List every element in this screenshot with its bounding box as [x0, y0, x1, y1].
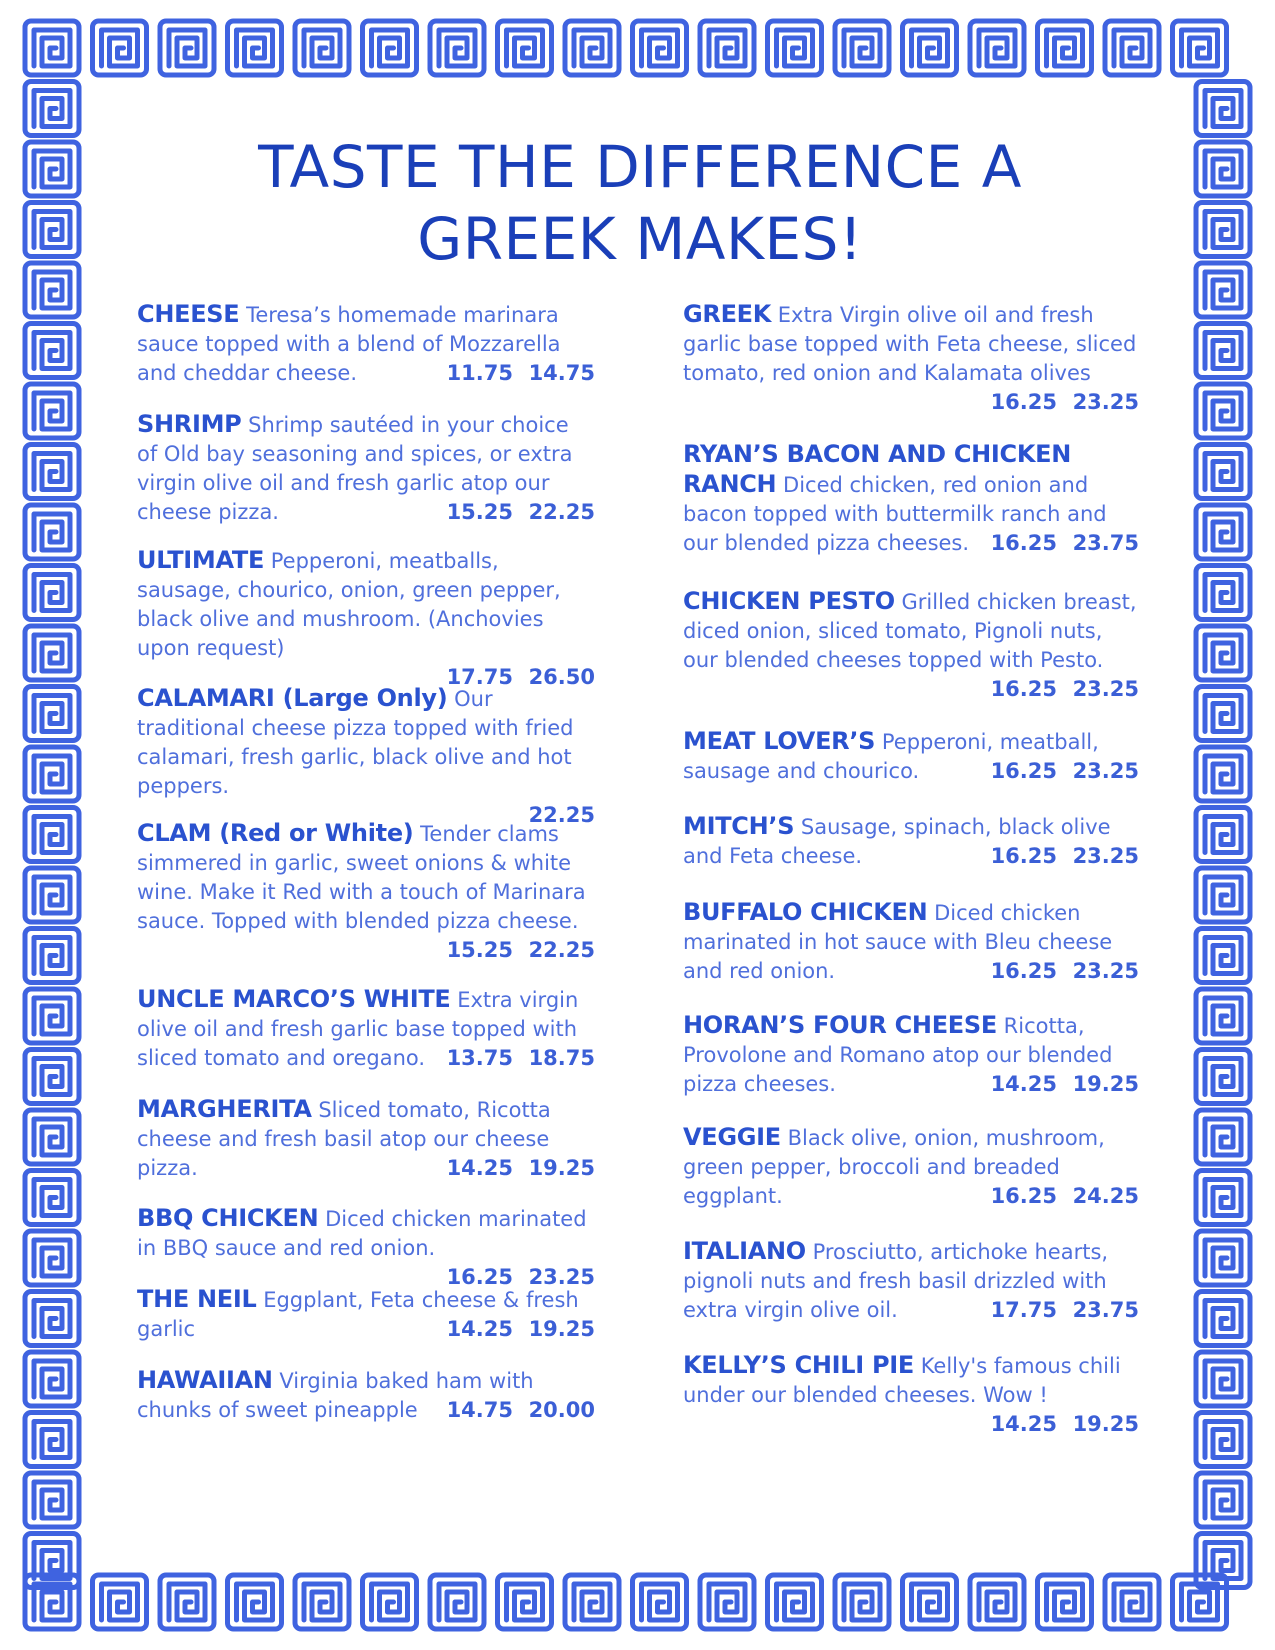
- greek-key-tile: [25, 687, 79, 741]
- menu-item-name: CALAMARI (Large Only): [137, 684, 448, 712]
- greek-key-tile: [25, 868, 79, 922]
- menu-item-description: Prosciutto, artichoke hearts, pignoli nuts and fresh basil drizzled with extra virgin olive oil.: [683, 1240, 1109, 1322]
- menu-item: [137, 985, 595, 1073]
- menu-item: [683, 1351, 1139, 1439]
- menu-item-prices: [443, 1315, 595, 1344]
- menu-item-description: Extra virgin olive oil and fresh garlic base topped with sliced tomato and oregano.: [137, 988, 579, 1070]
- price-small: 17.75: [990, 1298, 1057, 1322]
- price-small: 14.25: [446, 1317, 513, 1341]
- greek-key-tile: [25, 1292, 79, 1346]
- greek-key-tile: [430, 1575, 484, 1629]
- greek-key-tile: [25, 929, 79, 983]
- greek-key-tile: [1196, 142, 1250, 196]
- greek-key-tile: [1196, 687, 1250, 741]
- greek-key-tile: [25, 989, 79, 1043]
- menu-item-description: Sausage, spinach, black olive and Feta cheese.: [683, 815, 1111, 868]
- greek-key-tile: [25, 142, 79, 196]
- menu-item-prices: [987, 1296, 1139, 1325]
- menu-item-description: Pepperoni, meatballs, sausage, chourico, onion, green pepper, black olive and mushroom. (Anchovies upon request): [137, 549, 561, 660]
- greek-key-tile: [1038, 21, 1092, 75]
- price-large: 14.75: [528, 361, 595, 385]
- price-small: 16.25: [990, 959, 1057, 983]
- greek-key-tile: [498, 21, 552, 75]
- menu-item: [137, 684, 595, 830]
- menu-item: [683, 1237, 1139, 1325]
- greek-key-tile: [25, 1171, 79, 1225]
- menu-item-name: ULTIMATE: [137, 546, 265, 574]
- greek-key-tile: [1196, 324, 1250, 378]
- menu-item: [137, 546, 595, 692]
- greek-key-tile: [363, 1575, 417, 1629]
- menu-item-name: CLAM (Red or White): [137, 819, 414, 847]
- price-large: 18.75: [528, 1046, 595, 1070]
- price-large: 24.25: [1072, 1184, 1139, 1208]
- greek-key-tile: [1038, 1575, 1092, 1629]
- price-small: 13.75: [446, 1046, 513, 1070]
- menu-item-name: SHRIMP: [137, 410, 242, 438]
- greek-key-tile: [25, 747, 79, 801]
- greek-key-tile: [1196, 384, 1250, 438]
- menu-item-description: Pepperoni, meatball, sausage and chourico.: [683, 730, 1099, 783]
- greek-key-tile: [25, 1473, 79, 1527]
- menu-item-prices: [683, 388, 1139, 417]
- menu-item: [683, 898, 1139, 986]
- menu-item-description: Diced chicken marinated in BBQ sauce and red onion.: [137, 1207, 587, 1260]
- greek-key-tile: [1196, 1534, 1250, 1588]
- greek-key-tile: [1196, 1473, 1250, 1527]
- greek-key-tile: [25, 263, 79, 317]
- price-large: 19.25: [1072, 1072, 1139, 1096]
- menu-item-name: HORAN’S FOUR CHEESE: [683, 1011, 997, 1039]
- menu-item-prices: [683, 675, 1139, 704]
- menu-item-name: MEAT LOVER’S: [683, 727, 876, 755]
- menu-item: [683, 440, 1139, 558]
- greek-key-tile: [25, 324, 79, 378]
- greek-key-tile: [25, 384, 79, 438]
- price-small: 14.75: [446, 1398, 513, 1422]
- greek-key-tile: [1196, 1050, 1250, 1104]
- greek-key-tile: [25, 1534, 79, 1588]
- greek-key-tile: [1196, 747, 1250, 801]
- menu-item-prices: [987, 842, 1139, 871]
- price-large: 23.25: [1072, 844, 1139, 868]
- menu-item-description: Diced chicken marinated in hot sauce with Bleu cheese and red onion.: [683, 901, 1113, 983]
- greek-key-tile: [1196, 929, 1250, 983]
- menu-item-prices: [443, 359, 595, 388]
- greek-key-tile: [700, 1575, 754, 1629]
- menu-item-prices: [987, 1410, 1139, 1439]
- greek-key-tile: [430, 21, 484, 75]
- price-small: 11.75: [446, 361, 513, 385]
- greek-key-tile: [1196, 1110, 1250, 1164]
- price-small: 14.25: [990, 1072, 1057, 1096]
- menu-item-prices: [443, 1044, 595, 1073]
- menu-item-description: Black olive, onion, mushroom, green pepper, broccoli and breaded eggplant.: [683, 1126, 1105, 1208]
- greek-key-tile: [970, 21, 1024, 75]
- greek-key-tile: [700, 21, 754, 75]
- greek-key-tile: [768, 21, 822, 75]
- greek-key-tile: [25, 445, 79, 499]
- price-large: 23.75: [1072, 1298, 1139, 1322]
- greek-key-tile: [25, 21, 79, 75]
- menu-item-name: UNCLE MARCO’S WHITE: [137, 985, 451, 1013]
- menu-item-name: THE NEIL: [137, 1285, 257, 1313]
- menu-item-description: Ricotta, Provolone and Romano atop our blended pizza cheeses.: [683, 1014, 1113, 1096]
- price-small: 16.25: [990, 677, 1057, 701]
- menu-item: [683, 812, 1139, 871]
- greek-key-tile: [1196, 445, 1250, 499]
- greek-key-tile: [1196, 203, 1250, 257]
- menu-item-name: KELLY’S CHILI PIE: [683, 1351, 914, 1379]
- price-large: 20.00: [528, 1398, 595, 1422]
- menu-item-name: RYAN’S BACON AND CHICKEN RANCH: [683, 440, 1072, 498]
- menu-item: [137, 819, 595, 965]
- menu-item-description: Sliced tomato, Ricotta cheese and fresh basil atop our cheese pizza.: [137, 1098, 551, 1180]
- menu-item: [683, 587, 1139, 704]
- menu-item-prices: [987, 957, 1139, 986]
- menu-item: [137, 1204, 595, 1292]
- menu-item: [137, 410, 595, 527]
- greek-key-tile: [25, 808, 79, 862]
- menu-item-description: Eggplant, Feta cheese & fresh garlic: [137, 1288, 579, 1341]
- price-small: 16.25: [990, 531, 1057, 555]
- menu-item-prices: [443, 498, 595, 527]
- greek-key-tile: [25, 1050, 79, 1104]
- greek-key-tile: [1196, 1171, 1250, 1225]
- greek-key-tile: [25, 626, 79, 680]
- menu-item-name: VEGGIE: [683, 1123, 781, 1151]
- menu-item-description: Extra Virgin olive oil and fresh garlic base topped with Feta cheese, sliced tomato, red onion and Kalamata olives: [683, 303, 1137, 385]
- menu-item-name: MITCH’S: [683, 812, 795, 840]
- price-large: 22.25: [528, 938, 595, 962]
- price-large: 22.25: [528, 803, 595, 827]
- greek-key-tile: [633, 1575, 687, 1629]
- greek-key-tile: [1196, 989, 1250, 1043]
- greek-key-tile: [1196, 1231, 1250, 1285]
- menu-item-name: ITALIANO: [683, 1237, 806, 1265]
- greek-key-tile: [1196, 505, 1250, 559]
- price-small: 16.25: [446, 1265, 513, 1289]
- price-large: 19.25: [528, 1317, 595, 1341]
- greek-key-tile: [93, 21, 147, 75]
- price-small: 16.25: [990, 759, 1057, 783]
- menu-item: [137, 1095, 595, 1183]
- greek-key-tile: [1196, 263, 1250, 317]
- greek-key-tile: [228, 21, 282, 75]
- greek-key-tile: [25, 1110, 79, 1164]
- greek-key-tile: [1105, 21, 1159, 75]
- greek-key-tile: [25, 82, 79, 136]
- price-large: 19.25: [528, 1156, 595, 1180]
- greek-key-tile: [25, 1352, 79, 1406]
- greek-key-tile: [1196, 1413, 1250, 1467]
- menu-item-description: Our traditional cheese pizza topped with fried calamari, fresh garlic, black olive and hot peppers.: [137, 687, 574, 798]
- greek-key-tile: [25, 1575, 79, 1629]
- greek-key-tile: [25, 1231, 79, 1285]
- price-large: 23.25: [1072, 677, 1139, 701]
- menu-item-name: CHICKEN PESTO: [683, 587, 895, 615]
- price-large: 26.50: [528, 665, 595, 689]
- menu-item-name: CHEESE: [137, 300, 240, 328]
- price-large: 23.25: [528, 1265, 595, 1289]
- greek-key-tile: [633, 21, 687, 75]
- greek-key-tile: [768, 1575, 822, 1629]
- greek-key-tile: [25, 566, 79, 620]
- menu-item: [137, 1366, 595, 1425]
- menu-item: [683, 1011, 1139, 1099]
- greek-key-tile: [903, 21, 957, 75]
- menu-item-prices: [987, 1070, 1139, 1099]
- greek-key-tile: [970, 1575, 1024, 1629]
- menu-item-prices: [443, 1396, 595, 1425]
- price-large: 23.25: [1072, 390, 1139, 414]
- greek-key-tile: [25, 505, 79, 559]
- menu-item-description: Shrimp sautéed in your choice of Old bay seasoning and spices, or extra virgin olive oil and fresh garlic atop our cheese pizza.: [137, 413, 573, 524]
- menu-item-description: Grilled chicken breast, diced onion, sliced tomato, Pignoli nuts, our blended cheeses topped with Pesto.: [683, 590, 1137, 672]
- menu-item-name: GREEK: [683, 300, 772, 328]
- menu-item: [683, 300, 1139, 417]
- price-small: 14.25: [446, 1156, 513, 1180]
- greek-key-tile: [160, 21, 214, 75]
- greek-key-tile: [295, 1575, 349, 1629]
- menu-item-description: Diced chicken, red onion and bacon topped with buttermilk ranch and our blended pizza cheeses.: [683, 473, 1107, 555]
- page-title: TASTE THE DIFFERENCE A GREEK MAKES!: [258, 132, 1022, 273]
- price-large: 23.25: [1072, 959, 1139, 983]
- menu-item: [683, 727, 1139, 786]
- menu-item-prices: [987, 757, 1139, 786]
- menu-item-name: BUFFALO CHICKEN: [683, 898, 928, 926]
- price-small: 16.25: [990, 1184, 1057, 1208]
- greek-key-tile: [565, 21, 619, 75]
- price-large: 23.25: [1072, 759, 1139, 783]
- greek-key-tile: [835, 1575, 889, 1629]
- greek-key-tile: [363, 21, 417, 75]
- menu-item: [137, 1285, 595, 1344]
- price-large: 22.25: [528, 500, 595, 524]
- menu-item-prices: [987, 1182, 1139, 1211]
- greek-key-tile: [228, 1575, 282, 1629]
- menu-item-description: Kelly's famous chili under our blended cheeses. Wow !: [683, 1354, 1121, 1407]
- menu-item-prices: [987, 529, 1139, 558]
- greek-key-tile: [1105, 1575, 1159, 1629]
- greek-key-tile: [565, 1575, 619, 1629]
- greek-key-tile: [93, 1575, 147, 1629]
- menu-item-prices: [137, 936, 595, 965]
- greek-key-tile: [1196, 1352, 1250, 1406]
- price-small: 16.25: [990, 390, 1057, 414]
- greek-key-tile: [498, 1575, 552, 1629]
- price-small: 15.25: [446, 938, 513, 962]
- price-small: 16.25: [990, 844, 1057, 868]
- greek-key-tile: [835, 21, 889, 75]
- menu-item-name: MARGHERITA: [137, 1095, 312, 1123]
- greek-key-tile: [25, 1413, 79, 1467]
- greek-key-tile: [1196, 626, 1250, 680]
- menu-item-name: BBQ CHICKEN: [137, 1204, 319, 1232]
- greek-key-tile: [1196, 82, 1250, 136]
- greek-key-tile: [1173, 21, 1227, 75]
- greek-key-tile: [25, 203, 79, 257]
- price-small: 15.25: [446, 500, 513, 524]
- greek-key-tile: [295, 21, 349, 75]
- price-large: 23.75: [1072, 531, 1139, 555]
- menu-item-name: HAWAIIAN: [137, 1366, 273, 1394]
- price-large: 19.25: [1072, 1412, 1139, 1436]
- menu-item: [683, 1123, 1139, 1211]
- greek-key-tile: [1173, 1575, 1227, 1629]
- greek-key-tile: [1196, 566, 1250, 620]
- greek-key-tile: [1196, 808, 1250, 862]
- greek-key-tile: [160, 1575, 214, 1629]
- menu-item: [137, 300, 595, 388]
- menu-item-description: Tender clams simmered in garlic, sweet onions & white wine. Make it Red with a touch of Marinara sauce. Topped with blended pizza cheese.: [137, 822, 586, 933]
- greek-key-tile: [1196, 1292, 1250, 1346]
- menu-item-description: Teresa’s homemade marinara sauce topped with a blend of Mozzarella and cheddar cheese.: [137, 303, 561, 385]
- menu-item-description: Virginia baked ham with chunks of sweet pineapple: [137, 1369, 534, 1422]
- greek-key-tile: [1196, 868, 1250, 922]
- menu-item-prices: [443, 1154, 595, 1183]
- price-small: 17.75: [446, 665, 513, 689]
- price-small: 14.25: [990, 1412, 1057, 1436]
- greek-key-tile: [903, 1575, 957, 1629]
